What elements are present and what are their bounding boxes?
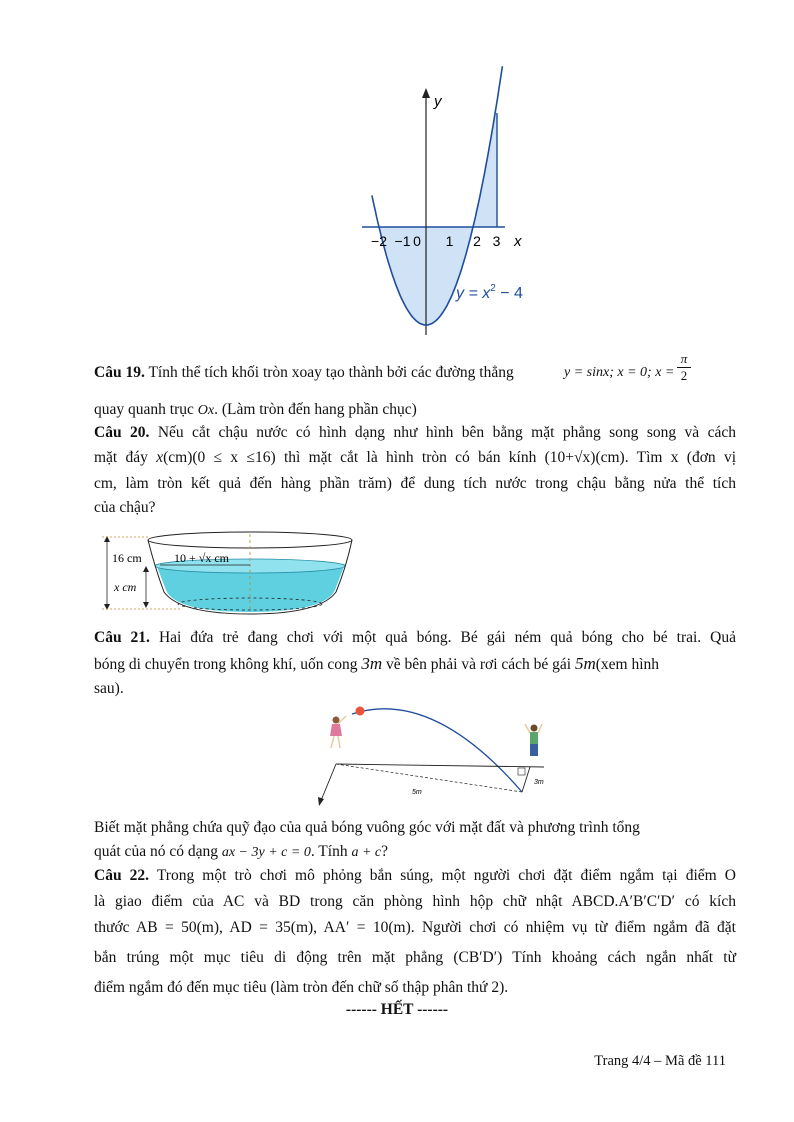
x-tick-3: 1	[445, 233, 454, 249]
fig-label-5m: 5m	[412, 789, 422, 796]
q21-after2-b: . Tính	[310, 843, 348, 860]
label-16cm: 16 cm	[112, 551, 142, 565]
ground-axis-arrow	[318, 797, 324, 806]
boy-figure	[525, 724, 542, 756]
bowl-figure	[100, 528, 360, 620]
q21-line3: sau).	[94, 680, 124, 697]
q19-text: Tính thể tích khối tròn xoay tạo thành bởi các đường thẳng	[148, 364, 514, 381]
q19-axis: Ox	[197, 403, 215, 418]
question-19	[94, 351, 736, 383]
end-mark-text: ------ HẾT ------	[345, 1001, 449, 1018]
q21-line2-c: (xem hình	[595, 656, 660, 673]
x-tick-0: −2	[371, 233, 387, 249]
q21-line1	[94, 628, 736, 648]
q20-label: Câu 20.	[94, 424, 150, 441]
x-tick-4: 2	[473, 233, 481, 249]
q20-line2-b: (cm)(0 ≤ x ≤16) thì mặt cắt là hình tròn có bán kính (10+√x)(cm). Tìm x (đơn vị	[163, 449, 737, 466]
x-axis-label: x	[514, 233, 522, 250]
q22-line4: bắn trúng một mục tiêu di động trên mặt phẳng (CB′D′) Tính khoảng cách ngắn nhất từ	[94, 949, 736, 966]
q20-line1-text: Nếu cắt chậu nước có hình dạng như hình bên bằng mặt phẳng song song và cách	[157, 424, 736, 441]
y-axis-label: y	[434, 93, 442, 110]
q20-line2	[94, 448, 736, 468]
q21-line2-b: về bên phải và rơi cách bé gái	[386, 656, 572, 673]
q22-label: Câu 22.	[94, 867, 150, 884]
q21-after1: Biết mặt phẳng chứa quỹ đạo của quả bóng vuông góc với mặt đất và phương trình tổng	[94, 819, 640, 836]
ground-axis	[320, 764, 336, 803]
q21-after2	[94, 842, 736, 863]
q21-line2-a: bóng di chuyển trong không khí, uốn cong	[94, 656, 358, 673]
q21-line1-text: Hai đứa trẻ đang chơi với một quả bóng. Bé gái ném quả bóng cho bé trai. Quả	[158, 629, 736, 646]
curve-label: $y = x^2 - 4$	[456, 283, 523, 302]
label-x-cm: x cm	[114, 580, 137, 594]
end-mark	[0, 1001, 794, 1019]
q21-val-3m: 3m	[361, 654, 383, 673]
q22-line2: là giao điểm của AC và BD trong căn phòng hình hộp chữ nhật ABCD.A′B′C′D′ có kích	[94, 893, 736, 910]
x-tick-2: 0	[413, 233, 421, 249]
q19-frac-num: π	[677, 351, 691, 368]
girl-figure	[330, 716, 346, 748]
ball	[356, 707, 365, 716]
y-axis-arrow	[422, 88, 430, 98]
q21-after2-c: ?	[381, 843, 389, 860]
side-3m	[522, 767, 530, 792]
label-radius: 10 + √x cm	[174, 551, 230, 565]
arrow-x-top	[143, 566, 149, 572]
q20-line2-a: mặt đáy	[94, 449, 148, 466]
page-footer: Trang 4/4 – Mã đề 111	[594, 1053, 726, 1069]
trajectory-figure	[312, 700, 572, 810]
right-angle-mark	[518, 768, 525, 775]
q21-line2	[94, 654, 736, 675]
parabola-graph	[0, 0, 794, 340]
q22-line1-text: Trong một trò chơi mô phỏng bắn súng, một người chơi đặt điểm ngắm tại điểm O	[156, 867, 736, 884]
q19-formula: y = sinx; x = 0; x =	[564, 365, 675, 380]
q21-equation: ax − 3y + c = 0	[221, 845, 311, 860]
q19-line2-b: . (Làm tròn đến hang phần chục)	[214, 401, 417, 418]
q19-line2	[94, 400, 736, 421]
q22-line5: điểm ngắm đó đến mục tiêu (làm tròn đến chữ số thập phân thứ 2).	[94, 979, 509, 996]
q22-line3: thước AB = 50(m), AD = 35(m), AA′ = 10(m). Người chơi có nhiệm vụ từ điểm ngắm đã đặt	[94, 919, 736, 936]
q19-label: Câu 19.	[94, 364, 145, 381]
q19-fraction	[677, 351, 691, 384]
q21-val-5m: 5m	[574, 654, 596, 673]
fig-label-3m: 3m	[534, 779, 544, 786]
q21-label: Câu 21.	[94, 629, 150, 646]
ground-line	[336, 764, 544, 767]
q19-frac-den: 2	[680, 368, 688, 383]
q20-line1	[94, 423, 736, 443]
x-tick-1: −1	[394, 233, 411, 249]
q21-after2-a: quát của nó có dạng	[94, 843, 218, 860]
arrow-x-bottom	[143, 602, 149, 608]
q20-line4: của chậu?	[94, 499, 156, 516]
q20-line3: cm, làm tròn kết quả đến hàng phần trăm) để dung tích nước trong chậu bằng nửa thể tích	[94, 475, 736, 492]
q20-line2-var: x	[156, 449, 164, 466]
q22-line1	[94, 866, 736, 886]
x-tick-5: 3	[492, 233, 501, 249]
dashed-5m	[336, 764, 522, 792]
q21-expression: a + c	[351, 845, 382, 860]
q19-line2-a: quay quanh trục	[94, 401, 194, 418]
